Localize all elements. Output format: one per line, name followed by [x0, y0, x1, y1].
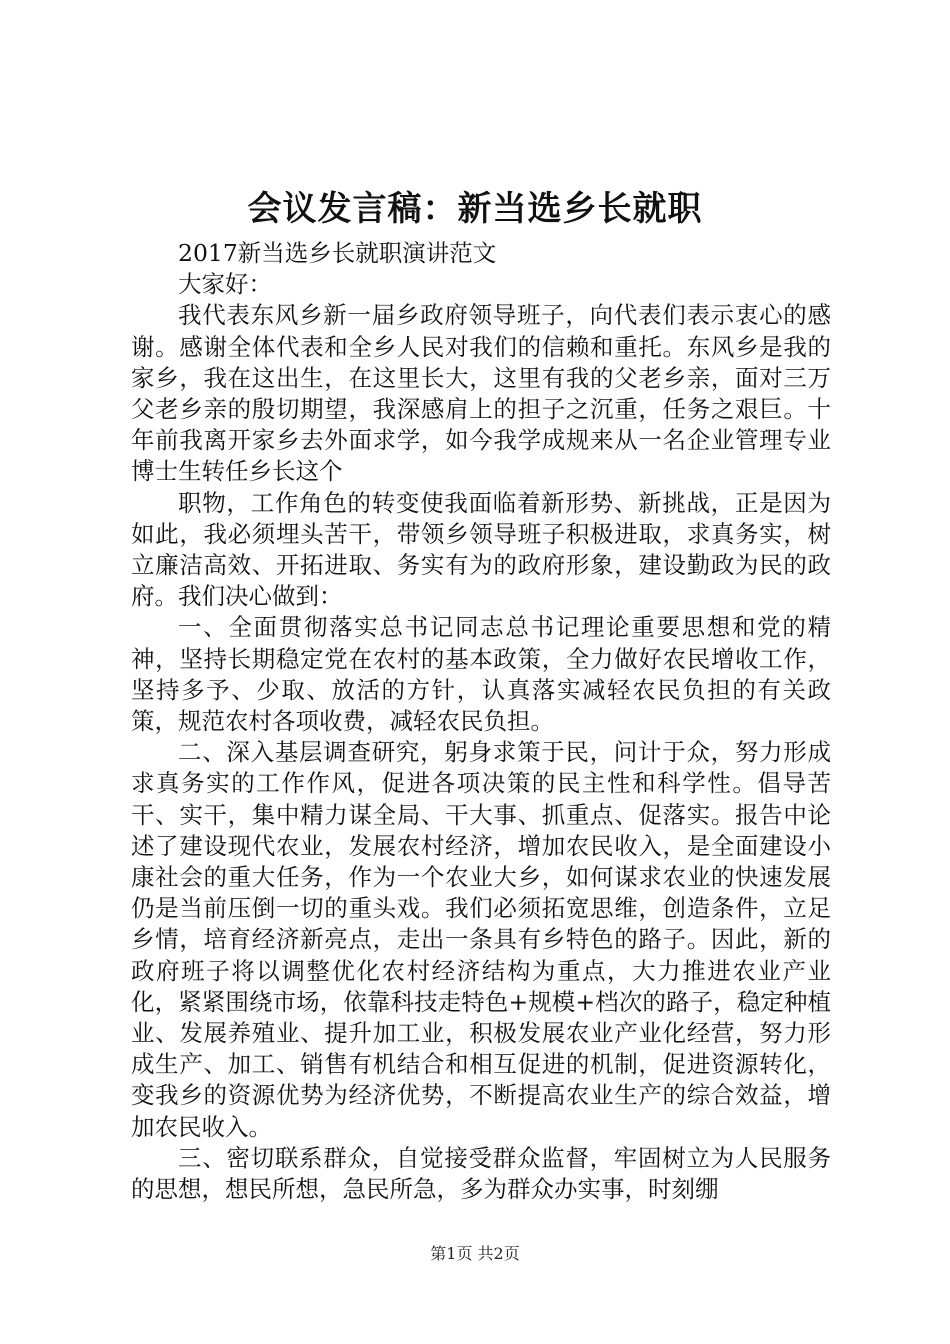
greeting-paragraph: 大家好： — [178, 270, 272, 299]
subtitle-paragraph: 2017新当选乡长就职演讲范文 — [178, 239, 497, 267]
page-title: 会议发言稿：新当选乡长就职 — [247, 189, 703, 229]
body-paragraph: 我代表东风乡新一届乡政府领导班子，向代表们表示衷心的感谢。感谢全体代表和全乡人民对我们的信赖和重托。东风乡是我的家乡，我在这出生，在这里长大，这里有我的父老乡亲，面对三万父老乡亲的殷切期望，我深感肩上的担子之沉重，任务之艰巨。十年前我离开家乡去外面求学，如今我学成规来从一名企业管理专业博士生转任乡长这个 — [131, 301, 831, 486]
page-footer: 第1页 共2页 — [430, 1244, 520, 1263]
body-paragraph: 一、全面贯彻落实总书记同志总书记理论重要思想和党的精神，坚持长期稳定党在农村的基本政策，全力做好农民增收工作，坚持多予、少取、放活的方针，认真落实减轻农民负担的有关政策，规范农村各项收费，减轻农民负担。 — [131, 613, 831, 736]
body-paragraph: 三、密切联系群众，自觉接受群众监督，牢固树立为人民服务的思想，想民所想，急民所急，多为群众办实事，时刻绷 — [131, 1143, 831, 1204]
body-paragraph: 职物，工作角色的转变使我面临着新形势、新挑战，正是因为如此，我必须埋头苦干，带领乡领导班子积极进取，求真务实，树立廉洁高效、开拓进取、务实有为的政府形象，建设勤政为民的政府。我们决心做到： — [131, 488, 831, 611]
document-body — [131, 238, 831, 1205]
body-paragraph: 二、深入基层调查研究，躬身求策于民，问计于众，努力形成求真务实的工作作风，促进各项决策的民主性和科学性。倡导苦干、实干，集中精力谋全局、干大事、抓重点、促落实。报告中论述了建设现代农业，发展农村经济，增加农民收入，是全面建设小康社会的重大任务，作为一个农业大乡，如何谋求农业的快速发展仍是当前压倒一切的重头戏。我们必须拓宽思维，创造条件，立足乡情，培育经济新亮点，走出一条具有乡特色的路子。因此，新的政府班子将以调整优化农村经济结构为重点，大力推进农业产业化，紧紧围绕市场，依靠科技走特色+规模+档次的路子，稳定种植业、发展养殖业、提升加工业，积极发展农业产业化经营，努力形成生产、加工、销售有机结合和相互促进的机制，促进资源转化，变我乡的资源优势为经济优势，不断提高农业生产的综合效益，增加农民收入。 — [131, 738, 831, 1141]
